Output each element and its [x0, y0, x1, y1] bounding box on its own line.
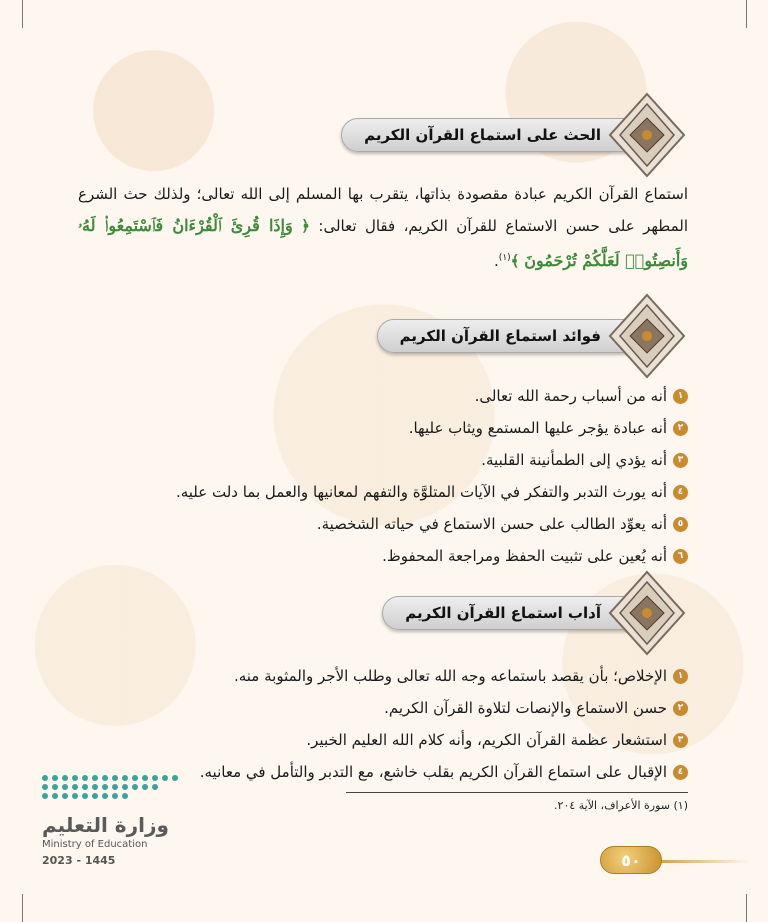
list-item: [68, 444, 688, 476]
section-title: آداب استماع القرآن الكريم: [382, 596, 646, 630]
logo-dot: [72, 793, 78, 799]
logo-dot: [62, 793, 68, 799]
quran-verse-part2: وَأَنصِتُوا۟ لَعَلَّكُمْ تُرْحَمُونَ: [524, 251, 688, 270]
logo-dot: [82, 793, 88, 799]
logo-dots-icon: [42, 775, 192, 799]
logo-dot: [62, 784, 68, 790]
ornament-icon: [608, 293, 686, 379]
list-item-text: الإخلاص؛ بأن يقصد باستماعه وجه الله تعالى وطلب الأجر والمثوبة منه.: [233, 667, 667, 685]
paragraph-end: .: [494, 252, 499, 270]
section-title: الحث على استماع القرآن الكريم: [341, 118, 646, 152]
list-item-text: استشعار عظمة القرآن الكريم، وأنه كلام الله العليم الخبير.: [306, 731, 667, 749]
number-badge: ١: [673, 389, 688, 404]
section-header-encouragement: [364, 92, 686, 178]
logo-dot: [92, 784, 98, 790]
footnote: (١) سورة الأعراف، الآية ٢٠٤.: [554, 799, 688, 812]
logo-dot: [42, 775, 48, 781]
logo-dot: [152, 784, 158, 790]
ornament-icon: [608, 92, 686, 178]
number-badge: ٤: [673, 765, 688, 780]
section-title: فوائد استماع القرآن الكريم: [377, 319, 646, 353]
quran-open-brace: ﴿: [301, 217, 310, 235]
ministry-name-en: Ministry of Education: [42, 839, 148, 850]
list-item: [68, 412, 688, 444]
list-item: [68, 508, 688, 540]
number-badge: ٢: [673, 701, 688, 716]
ministry-name-ar: وزارة التعليم: [42, 813, 169, 837]
logo-dot: [82, 775, 88, 781]
logo-dot: [152, 775, 158, 781]
list-item: [68, 660, 688, 692]
number-badge: ٣: [673, 453, 688, 468]
etiquette-list: [68, 660, 688, 788]
logo-dot: [122, 793, 128, 799]
logo-dot: [122, 775, 128, 781]
logo-dot: [122, 784, 128, 790]
logo-dot: [102, 793, 108, 799]
list-item: [68, 540, 688, 572]
list-item: [68, 692, 688, 724]
logo-dot: [92, 775, 98, 781]
logo-dot: [62, 775, 68, 781]
list-item: [68, 476, 688, 508]
list-item-text: أنه يورث التدبر والتفكر في الآيات المتلوَّة والتفهم لمعانيها والعمل بما دلت عليه.: [175, 483, 667, 501]
number-badge: ١: [673, 669, 688, 684]
logo-dot: [102, 784, 108, 790]
ministry-logo: [42, 775, 192, 867]
logo-dot: [72, 775, 78, 781]
logo-dot: [42, 793, 48, 799]
encouragement-paragraph: [78, 178, 688, 277]
logo-dot: [162, 775, 168, 781]
list-item-text: أنه عبادة يؤجر عليها المستمع ويثاب عليها.: [408, 419, 667, 437]
number-badge: ٥: [673, 517, 688, 532]
number-badge: ٣: [673, 733, 688, 748]
list-item-text: الإقبال على استماع القرآن الكريم بقلب خاشع، مع التدبر والتأمل في معانيه.: [199, 763, 667, 781]
logo-dot: [72, 784, 78, 790]
number-badge: ٦: [673, 549, 688, 564]
page-number: ٥٠: [600, 846, 662, 874]
quran-verse-part1: وَإِذَا قُرِئَ ٱلْقُرْءَانُ فَٱسْتَمِعُوا۟ لَهُۥ: [78, 216, 293, 235]
number-badge: ٤: [673, 485, 688, 500]
list-item: [68, 724, 688, 756]
list-item-text: أنه من أسباب رحمة الله تعالى.: [474, 387, 667, 405]
footnote-divider: [346, 792, 688, 793]
page-number-ornament-line: [660, 860, 750, 863]
logo-dot: [142, 775, 148, 781]
logo-dot: [52, 784, 58, 790]
logo-dot: [132, 775, 138, 781]
list-item-text: أنه يُعين على تثبيت الحفظ ومراجعة المحفوظ.: [382, 547, 667, 565]
list-item: [68, 380, 688, 412]
list-item-text: أنه يعوِّد الطالب على حسن الاستماع في حياته الشخصية.: [316, 515, 667, 533]
logo-dot: [52, 775, 58, 781]
ornament-icon: [608, 570, 686, 656]
logo-dot: [112, 793, 118, 799]
section-header-benefits: [399, 293, 686, 379]
benefits-list: [68, 380, 688, 572]
footnote-ref: (١): [498, 253, 511, 263]
logo-dot: [112, 784, 118, 790]
logo-dot: [172, 775, 178, 781]
list-item-text: حسن الاستماع والإنصات لتلاوة القرآن الكريم.: [384, 699, 667, 717]
logo-dot: [92, 793, 98, 799]
logo-dot: [52, 793, 58, 799]
logo-dot: [82, 784, 88, 790]
logo-dot: [132, 784, 138, 790]
section-header-etiquette: [405, 570, 686, 656]
edition-year: 2023 - 1445: [42, 854, 116, 867]
paragraph-text: استماع القرآن الكريم عبادة مقصودة بذاتها، يتقرب بها المسلم إلى الله تعالى؛ ولذلك حث الشرع المطهر على حسن الاستماع للقرآن الكريم، فقال تعالى:: [78, 185, 688, 235]
logo-dot: [112, 775, 118, 781]
quran-close-brace: ﴾: [510, 252, 520, 270]
logo-dot: [142, 784, 148, 790]
number-badge: ٢: [673, 421, 688, 436]
logo-dot: [102, 775, 108, 781]
page-number-badge: [600, 846, 750, 876]
list-item-text: أنه يؤدي إلى الطمأنينة القلبية.: [481, 451, 667, 469]
logo-dot: [42, 784, 48, 790]
